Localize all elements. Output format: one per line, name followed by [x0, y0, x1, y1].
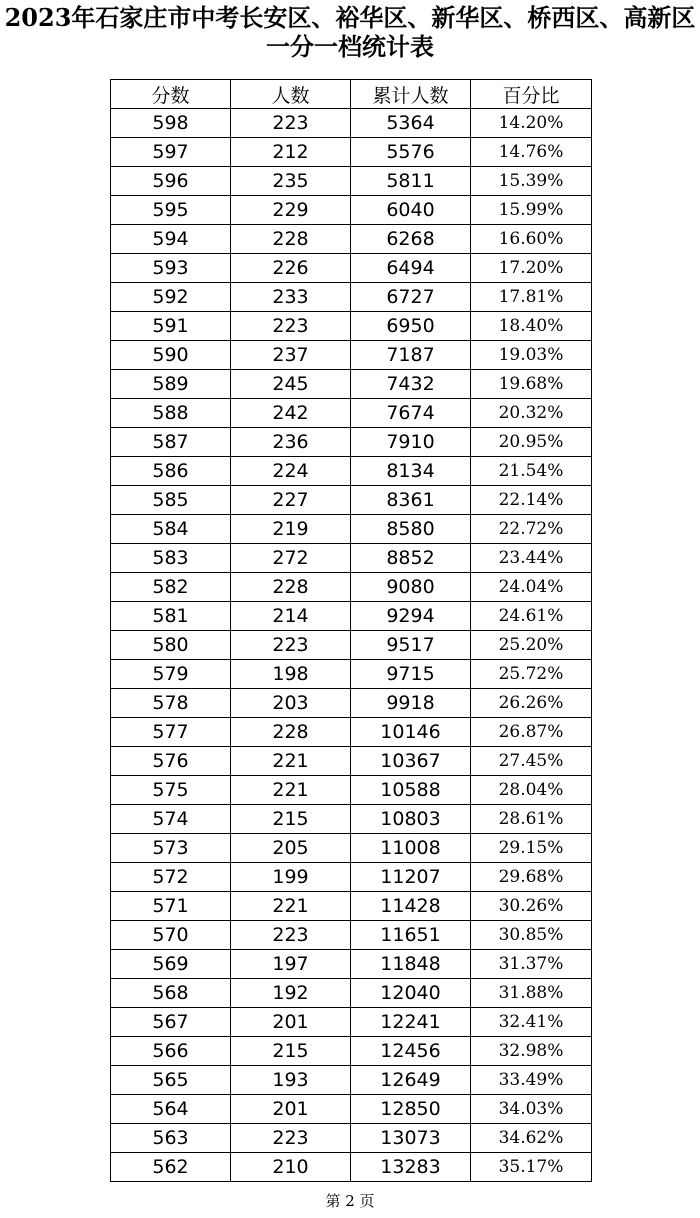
cell-count: 221 — [231, 892, 351, 921]
cell-score: 584 — [111, 515, 231, 544]
cell-cumulative: 5364 — [351, 109, 471, 138]
cell-score: 575 — [111, 776, 231, 805]
header-count: 人数 — [231, 80, 351, 109]
cell-cumulative: 12850 — [351, 1095, 471, 1124]
cell-count: 212 — [231, 138, 351, 167]
cell-percentage: 31.88% — [471, 979, 592, 1008]
cell-cumulative: 7910 — [351, 428, 471, 457]
cell-cumulative: 9715 — [351, 660, 471, 689]
cell-percentage: 32.98% — [471, 1037, 592, 1066]
document-title-line-2: 一分一档统计表 — [266, 32, 434, 61]
cell-percentage: 19.03% — [471, 341, 592, 370]
cell-cumulative: 9294 — [351, 602, 471, 631]
cell-cumulative: 13073 — [351, 1124, 471, 1153]
cell-count: 245 — [231, 370, 351, 399]
cell-percentage: 14.20% — [471, 109, 592, 138]
cell-count: 221 — [231, 776, 351, 805]
cell-cumulative: 8852 — [351, 544, 471, 573]
cell-score: 570 — [111, 921, 231, 950]
cell-cumulative: 6040 — [351, 196, 471, 225]
cell-score: 582 — [111, 573, 231, 602]
cell-cumulative: 10803 — [351, 805, 471, 834]
table-row — [111, 1095, 592, 1124]
cell-count: 236 — [231, 428, 351, 457]
cell-score: 589 — [111, 370, 231, 399]
table-row — [111, 1037, 592, 1066]
cell-count: 221 — [231, 747, 351, 776]
cell-cumulative: 5576 — [351, 138, 471, 167]
cell-percentage: 26.87% — [471, 718, 592, 747]
cell-score: 564 — [111, 1095, 231, 1124]
cell-percentage: 30.85% — [471, 921, 592, 950]
cell-cumulative: 6950 — [351, 312, 471, 341]
cell-percentage: 29.68% — [471, 863, 592, 892]
cell-count: 242 — [231, 399, 351, 428]
cell-cumulative: 12241 — [351, 1008, 471, 1037]
cell-count: 193 — [231, 1066, 351, 1095]
table-row — [111, 167, 592, 196]
cell-cumulative: 12649 — [351, 1066, 471, 1095]
cell-score: 565 — [111, 1066, 231, 1095]
cell-count: 198 — [231, 660, 351, 689]
cell-percentage: 20.32% — [471, 399, 592, 428]
cell-count: 228 — [231, 225, 351, 254]
cell-count: 227 — [231, 486, 351, 515]
cell-score: 585 — [111, 486, 231, 515]
cell-count: 215 — [231, 805, 351, 834]
cell-percentage: 22.14% — [471, 486, 592, 515]
cell-score: 572 — [111, 863, 231, 892]
cell-percentage: 35.17% — [471, 1153, 592, 1182]
table-row — [111, 863, 592, 892]
cell-score: 563 — [111, 1124, 231, 1153]
table-row — [111, 370, 592, 399]
cell-cumulative: 8580 — [351, 515, 471, 544]
cell-cumulative: 10146 — [351, 718, 471, 747]
cell-percentage: 14.76% — [471, 138, 592, 167]
table-row — [111, 1153, 592, 1182]
cell-score: 581 — [111, 602, 231, 631]
cell-count: 210 — [231, 1153, 351, 1182]
cell-percentage: 20.95% — [471, 428, 592, 457]
table-row — [111, 1066, 592, 1095]
table-body — [111, 109, 592, 1182]
cell-count: 233 — [231, 283, 351, 312]
table-row — [111, 979, 592, 1008]
table-row — [111, 486, 592, 515]
cell-cumulative: 13283 — [351, 1153, 471, 1182]
score-distribution-table — [110, 79, 592, 1182]
cell-percentage: 28.61% — [471, 805, 592, 834]
cell-cumulative: 11428 — [351, 892, 471, 921]
table-row — [111, 544, 592, 573]
cell-cumulative: 6727 — [351, 283, 471, 312]
cell-count: 226 — [231, 254, 351, 283]
cell-score: 571 — [111, 892, 231, 921]
cell-score: 579 — [111, 660, 231, 689]
cell-percentage: 29.15% — [471, 834, 592, 863]
cell-score: 596 — [111, 167, 231, 196]
cell-cumulative: 7187 — [351, 341, 471, 370]
document-title-line-1: 2023年石家庄市中考长安区、裕华区、新华区、桥西区、高新区 — [4, 3, 696, 32]
table-row — [111, 254, 592, 283]
table-row — [111, 950, 592, 979]
table-row — [111, 921, 592, 950]
cell-percentage: 24.04% — [471, 573, 592, 602]
cell-score: 566 — [111, 1037, 231, 1066]
cell-percentage: 34.03% — [471, 1095, 592, 1124]
cell-count: 228 — [231, 573, 351, 602]
cell-percentage: 18.40% — [471, 312, 592, 341]
table-row — [111, 660, 592, 689]
cell-percentage: 24.61% — [471, 602, 592, 631]
cell-count: 223 — [231, 312, 351, 341]
cell-percentage: 16.60% — [471, 225, 592, 254]
header-percentage: 百分比 — [471, 80, 592, 109]
table-row — [111, 573, 592, 602]
cell-percentage: 21.54% — [471, 457, 592, 486]
cell-percentage: 19.68% — [471, 370, 592, 399]
cell-percentage: 25.20% — [471, 631, 592, 660]
cell-score: 562 — [111, 1153, 231, 1182]
cell-cumulative: 8361 — [351, 486, 471, 515]
table-row — [111, 428, 592, 457]
cell-count: 214 — [231, 602, 351, 631]
cell-cumulative: 6268 — [351, 225, 471, 254]
cell-score: 577 — [111, 718, 231, 747]
cell-percentage: 34.62% — [471, 1124, 592, 1153]
table-row — [111, 138, 592, 167]
cell-percentage: 15.99% — [471, 196, 592, 225]
cell-score: 597 — [111, 138, 231, 167]
table-row — [111, 283, 592, 312]
cell-percentage: 23.44% — [471, 544, 592, 573]
cell-count: 223 — [231, 921, 351, 950]
cell-cumulative: 11008 — [351, 834, 471, 863]
table-row — [111, 515, 592, 544]
cell-cumulative: 9080 — [351, 573, 471, 602]
cell-score: 595 — [111, 196, 231, 225]
cell-count: 192 — [231, 979, 351, 1008]
cell-percentage: 26.26% — [471, 689, 592, 718]
cell-score: 567 — [111, 1008, 231, 1037]
table-row — [111, 1008, 592, 1037]
cell-percentage: 28.04% — [471, 776, 592, 805]
cell-cumulative: 5811 — [351, 167, 471, 196]
header-score: 分数 — [111, 80, 231, 109]
cell-count: 272 — [231, 544, 351, 573]
cell-score: 578 — [111, 689, 231, 718]
cell-cumulative: 7674 — [351, 399, 471, 428]
cell-score: 594 — [111, 225, 231, 254]
cell-score: 574 — [111, 805, 231, 834]
table-header-row — [111, 80, 592, 109]
table-row — [111, 312, 592, 341]
cell-cumulative: 7432 — [351, 370, 471, 399]
cell-percentage: 22.72% — [471, 515, 592, 544]
cell-score: 568 — [111, 979, 231, 1008]
cell-count: 229 — [231, 196, 351, 225]
cell-score: 590 — [111, 341, 231, 370]
cell-cumulative: 10588 — [351, 776, 471, 805]
table-row — [111, 341, 592, 370]
cell-score: 598 — [111, 109, 231, 138]
cell-percentage: 17.81% — [471, 283, 592, 312]
cell-percentage: 33.49% — [471, 1066, 592, 1095]
cell-count: 223 — [231, 1124, 351, 1153]
cell-cumulative: 11651 — [351, 921, 471, 950]
table-row — [111, 631, 592, 660]
cell-cumulative: 12040 — [351, 979, 471, 1008]
cell-count: 223 — [231, 109, 351, 138]
cell-score: 573 — [111, 834, 231, 863]
table-row — [111, 718, 592, 747]
table-row — [111, 225, 592, 254]
table-row — [111, 805, 592, 834]
cell-count: 205 — [231, 834, 351, 863]
table-row — [111, 689, 592, 718]
cell-score: 587 — [111, 428, 231, 457]
table-row — [111, 457, 592, 486]
cell-cumulative: 12456 — [351, 1037, 471, 1066]
cell-count: 219 — [231, 515, 351, 544]
cell-score: 592 — [111, 283, 231, 312]
cell-cumulative: 6494 — [351, 254, 471, 283]
cell-cumulative: 11848 — [351, 950, 471, 979]
cell-percentage: 27.45% — [471, 747, 592, 776]
cell-count: 224 — [231, 457, 351, 486]
table-row — [111, 602, 592, 631]
cell-percentage: 32.41% — [471, 1008, 592, 1037]
cell-score: 569 — [111, 950, 231, 979]
cell-percentage: 25.72% — [471, 660, 592, 689]
cell-count: 228 — [231, 718, 351, 747]
table-row — [111, 834, 592, 863]
cell-score: 588 — [111, 399, 231, 428]
cell-count: 199 — [231, 863, 351, 892]
table-row — [111, 776, 592, 805]
cell-count: 201 — [231, 1008, 351, 1037]
cell-percentage: 17.20% — [471, 254, 592, 283]
cell-count: 197 — [231, 950, 351, 979]
cell-cumulative: 8134 — [351, 457, 471, 486]
cell-percentage: 31.37% — [471, 950, 592, 979]
cell-cumulative: 9918 — [351, 689, 471, 718]
cell-count: 223 — [231, 631, 351, 660]
table-row — [111, 892, 592, 921]
cell-cumulative: 9517 — [351, 631, 471, 660]
page-number: 第 2 页 — [325, 1192, 375, 1210]
table-row — [111, 747, 592, 776]
cell-score: 593 — [111, 254, 231, 283]
cell-count: 201 — [231, 1095, 351, 1124]
cell-cumulative: 11207 — [351, 863, 471, 892]
cell-score: 583 — [111, 544, 231, 573]
header-cumulative: 累计人数 — [351, 80, 471, 109]
cell-score: 591 — [111, 312, 231, 341]
cell-count: 215 — [231, 1037, 351, 1066]
cell-percentage: 15.39% — [471, 167, 592, 196]
cell-score: 576 — [111, 747, 231, 776]
cell-count: 237 — [231, 341, 351, 370]
cell-score: 586 — [111, 457, 231, 486]
table-row — [111, 196, 592, 225]
cell-count: 235 — [231, 167, 351, 196]
cell-count: 203 — [231, 689, 351, 718]
table-row — [111, 109, 592, 138]
cell-percentage: 30.26% — [471, 892, 592, 921]
table-row — [111, 399, 592, 428]
cell-score: 580 — [111, 631, 231, 660]
table-row — [111, 1124, 592, 1153]
cell-cumulative: 10367 — [351, 747, 471, 776]
